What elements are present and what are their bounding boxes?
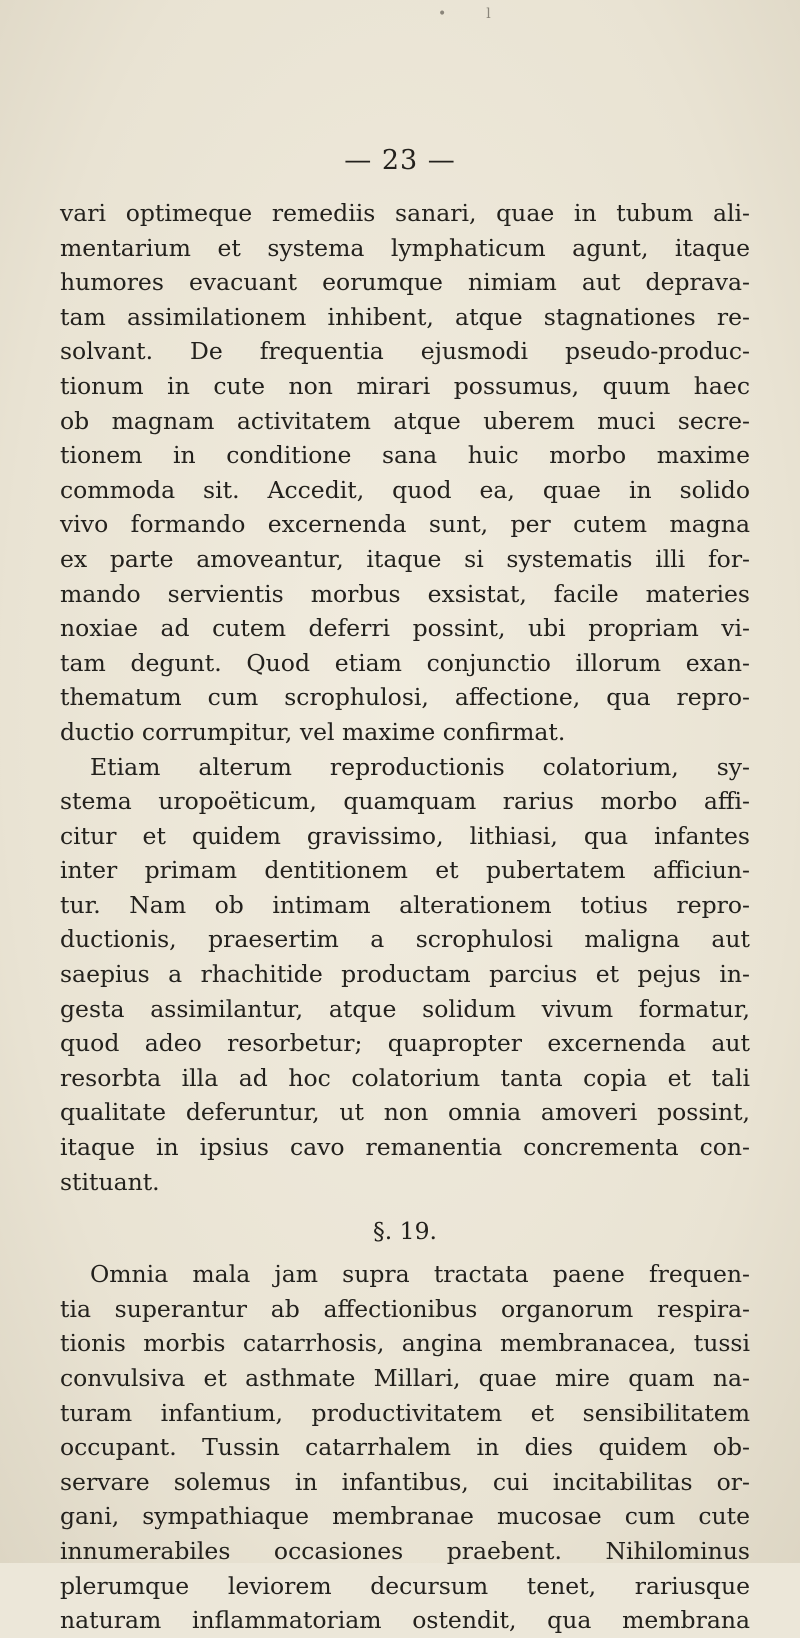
text-line: saepius a rhachitide productam parcius et pejus in- [60,960,750,989]
text-line: servare solemus in infantibus, cui incitabilitas or- [60,1467,750,1496]
text-line: stema uropoëticum, quamquam rarius morbo affi- [60,787,750,816]
top-mark: • [438,6,487,22]
text-line: ductionis, praesertim a scrophulosi maligna aut [60,925,750,954]
top-mark: l [486,6,531,22]
text-line: mentarium et systema lymphaticum agunt, itaque [60,233,750,262]
text-line: vivo formando excernenda sunt, per cutem magna [60,510,750,539]
text-line: ductio corrumpitur, vel maxime confirmat. [60,717,566,746]
text-line: ex parte amoveantur, itaque si systematis illi for- [60,544,750,573]
text-line: innumerabiles occasiones praebent. Nihilominus [60,1536,750,1565]
text-line: noxiae ad cutem deferri possint, ubi propriam vi- [60,614,750,643]
text-line: plerumque leviorem decursum tenet, rariusque [60,1571,750,1600]
paragraph [60,196,750,750]
text-line: humores evacuant eorumque nimiam aut deprava- [60,268,750,297]
top-marks [438,6,531,22]
text-line: Etiam alterum reproductionis colatorium, sy- [90,752,750,781]
page-number: — 23 — [344,145,456,176]
text-line: tia superantur ab affectionibus organorum respira- [60,1294,750,1323]
text-line: occupant. Tussin catarrhalem in dies quidem ob- [60,1433,750,1462]
text-line: tionem in conditione sana huic morbo maxime [60,441,750,470]
text-line: naturam inflammatoriam ostendit, qua membrana [60,1606,750,1635]
text-line: tionis morbis catarrhosis, angina membranacea, tussi [60,1329,750,1358]
body-text [60,196,750,1638]
text-line: convulsiva et asthmate Millari, quae mire quam na- [60,1364,750,1392]
text-line: inter primam dentitionem et pubertatem afficiun- [60,856,750,885]
text-line: ob magnam activitatem atque uberem muci secre- [60,406,750,435]
text-line: resorbta illa ad hoc colatorium tanta copia et tali [60,1063,750,1092]
text-line: commoda sit. Accedit, quod ea, quae in solido [60,475,750,504]
text-line: mando servientis morbus exsistat, facile materies [60,579,750,608]
text-line: citur et quidem gravissimo, lithiasi, qua infantes [60,821,750,850]
text-line: tur. Nam ob intimam alterationem totius repro- [60,890,750,919]
text-line: tam assimilationem inhibent, atque stagnationes re- [60,302,750,331]
paragraph [60,750,750,1200]
section-heading: §. 19. [372,1217,438,1246]
text-line: solvant. De frequentia ejusmodi pseudo-produc- [60,337,750,366]
text-line: gani, sympathiaque membranae mucosae cum cute [60,1502,750,1531]
text-line: gesta assimilantur, atque solidum vivum formatur, [60,994,750,1023]
text-line: thematum cum scrophulosi, affectione, qua repro- [60,683,750,712]
text-line: tionum in cute non mirari possumus, quum haec [60,371,750,400]
text-line: stituant. [60,1167,160,1196]
text-line: quod adeo resorbetur; quapropter excernenda aut [60,1029,750,1058]
text-line: Omnia mala jam supra tractata paene frequen- [90,1260,750,1289]
text-line: vari optimeque remediis sanari, quae in tubum ali- [60,199,750,227]
text-line: qualitate deferuntur, ut non omnia amoveri possint, [60,1098,750,1127]
text-line: tam degunt. Quod etiam conjunctio illorum exan- [60,648,750,677]
text-line: itaque in ipsius cavo remanentia concrementa con- [60,1133,750,1162]
paragraph [60,1257,750,1638]
text-line: turam infantium, productivitatem et sensibilitatem [60,1398,750,1427]
